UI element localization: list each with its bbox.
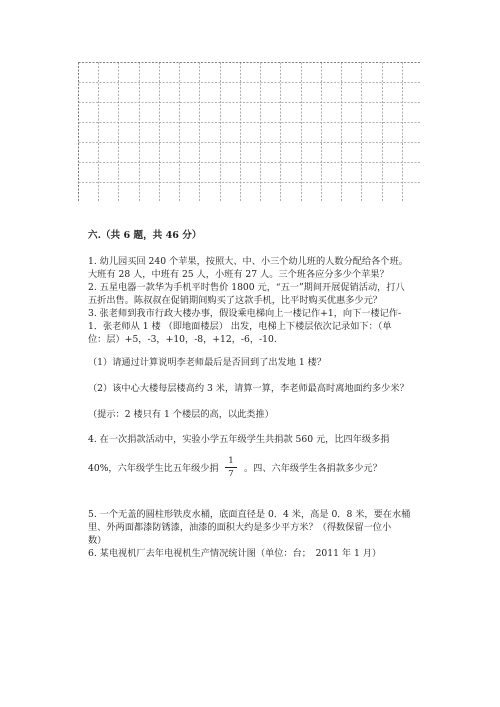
problem-4-line-2-start: 40%，六年级学生比五年级少捐	[88, 463, 219, 474]
section-title: 六.（共 6 题，共 46 分）	[88, 230, 202, 241]
problem-1-line-2: 大班有 28 人，中班有 25 人，小班有 27 人。三个班各应分多少个苹果？	[88, 269, 389, 280]
writing-grid-lines	[78, 62, 422, 202]
fraction-one-seventh	[225, 456, 237, 479]
problem-2-line-1: 2. 五星电器一款华为手机平时售价 1800 元，“五一”期间开展促销活动，打八	[88, 282, 405, 293]
problem-1-line-1: 1. 幼儿园买回 240 个苹果，按照大、中、小三个幼儿班的人数分配给各个班。	[88, 256, 408, 267]
fraction-numerator: 1	[225, 456, 237, 468]
problem-6-line-1: 6. 某电视机厂去年电视机生产情况统计图（单位：台； 2011 年 1 月）	[88, 548, 382, 559]
problem-3-line-2: 1．张老师从 1 楼 （即地面楼层） 出发，电梯上下楼层依次记录如下：（单	[88, 321, 392, 332]
problem-5-line-2: 里、外两面都漆防锈漆，油漆的面积大约是多少平方米？（得数保留一位小	[88, 522, 392, 533]
problem-5-line-1: 5. 一个无盖的圆柱形铁皮水桶，底面直径是 0．4 米，高是 0．8 米，要在水桶	[88, 509, 411, 520]
writing-grid	[78, 62, 422, 202]
problem-2-line-2: 五折出售。陈叔叔在促销期间购买了这款手机，比平时购买优惠多少元？	[88, 295, 382, 306]
problem-3-question-1: （1）请通过计算说明李老师最后是否回到了出发地 1 楼？	[88, 357, 327, 368]
fraction-denominator: 7	[228, 469, 234, 479]
problem-4-line-2-end: 。四、六年级学生各捐款多少元？	[244, 463, 382, 474]
problem-3-hint: （提示：2 楼只有 1 个楼层的高，以此类推）	[88, 409, 274, 420]
problem-3-question-2: （2）该中心大楼每层楼高约 3 米，请算一算，李老师最高时离地面约多少米？	[88, 383, 409, 394]
problem-3-line-1: 3. 张老师到我市行政大楼办事，假设乘电梯向上一楼记作+1，向下一楼记作-	[88, 308, 402, 319]
problem-3-line-3: 位：层）+5，-3，+10，-8，+12，-6，-10.	[88, 334, 277, 345]
problem-4-line-1: 4. 在一次捐款活动中，实验小学五年级学生共捐款 560 元，比四年级多捐	[88, 434, 390, 445]
problem-5-line-3: 数）	[88, 535, 107, 546]
